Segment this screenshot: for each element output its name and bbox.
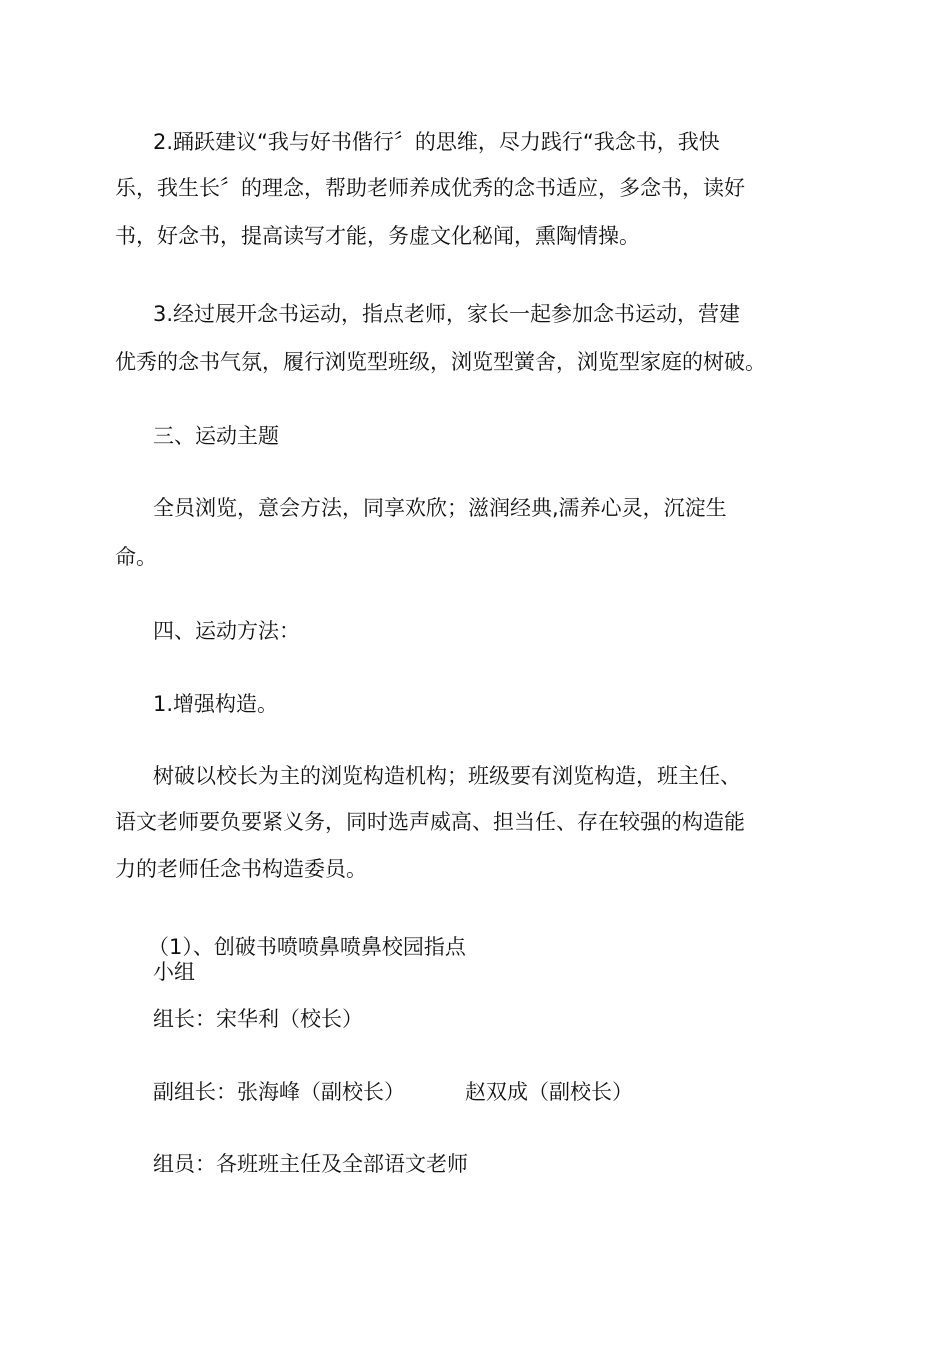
group-deputies xyxy=(153,1078,633,1106)
section-heading-methods: 四、运动方法： xyxy=(153,619,300,643)
theme-line-2: 命。 xyxy=(115,545,157,569)
paragraph-3-line-2: 优秀的念书气氛，履行浏览型班级，浏览型黉舍，浏览型家庭的树破。 xyxy=(115,350,766,374)
organization-line-2: 语文老师要负要紧义务，同时选声威高、担当任、存在较强的构造能 xyxy=(115,810,745,834)
deputy-leader-1: 副组长：张海峰（副校长） xyxy=(153,1080,405,1104)
paragraph-3-line-1: 3.经过展开念书运动，指点老师，家长一起参加念书运动，营建 xyxy=(153,302,741,326)
group-title-line-1: （1）、创破书喷喷鼻喷鼻校园指点 xyxy=(148,935,466,959)
organization-line-1: 树破以校长为主的浏览构造机构；班级要有浏览构造，班主任、 xyxy=(153,764,741,788)
paragraph-2-line-3: 书，好念书，提高读写才能，务虚文化秘闻，熏陶情操。 xyxy=(115,224,640,248)
organization-line-3: 力的老师任念书构造委员。 xyxy=(115,857,367,881)
paragraph-2-line-1: 2.踊跃建议“我与好书偕行〞的思维，尽力践行“我念书，我快 xyxy=(153,130,720,154)
deputy-leader-2: 赵双成（副校长） xyxy=(465,1080,633,1104)
method-item-1: 1.增强构造。 xyxy=(153,692,279,716)
group-members: 组员：各班班主任及全部语文老师 xyxy=(153,1152,468,1176)
group-title-line-2: 小组 xyxy=(153,960,195,984)
theme-line-1: 全员浏览，意会方法，同享欢欣；滋润经典,濡养心灵，沉淀生 xyxy=(153,496,727,520)
section-heading-theme: 三、运动主题 xyxy=(153,424,279,448)
group-leader: 组长：宋华利（校长） xyxy=(153,1007,363,1031)
paragraph-2-line-2: 乐，我生长〞的理念，帮助老师养成优秀的念书适应，多念书，读好 xyxy=(115,176,745,200)
